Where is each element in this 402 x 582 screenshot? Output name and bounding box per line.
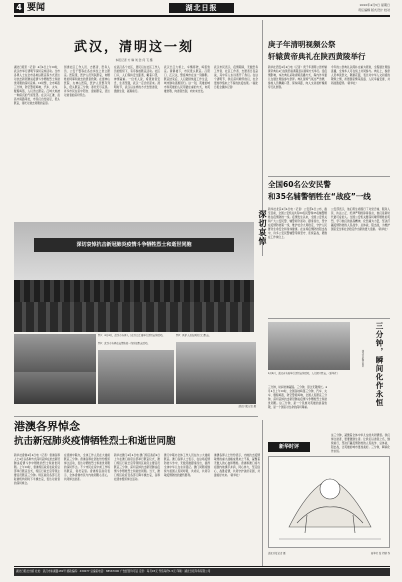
masthead [0,0,402,15]
main-body-col-1: 湖北日报讯（记者）4月4日上午10时，武汉市举行清明节深切哀悼活动。全市各界人士在全市各地以默哀等方式表达对抗击新冠肺炎疫情斗争牺牲烈士和逝世同胞的深切哀悼。10时整，全市鸣笛三分钟，防空警报鸣响，汽车、火车、舰船鸣笛，人们肃立默哀。江城大地被一种深沉的气氛笼罩。在汉口江滩、武昌中南路等处，市民们自发驻足，低头默哀，寄托对逝去同胞的哀思。 [14,66,60,105]
police-col-1: 新华社北京4月4日电（记者）公安部4日公布，截至目前，全国公安机关共有60名民警和35名辅警牺牲在疫情防控一线。疫情发生以来，全国公安机关和广大公安民警、辅警闻令而动、挺身而出，坚守在疫情防控第一线，维护社会大局稳定，守护人民群众生命安全和身体健康。在这场疫情防控阻击战中，许多公安民警辅警带病坚守、连续奋战，累倒在工作岗位上。 [268,208,327,239]
masthead-rule [14,15,390,17]
commentary-col-1: 三分钟，时间仿佛凝固。三分钟，思念无限绵长。4月4日上午10时，全国各地鸣笛三分钟，汽车、火车、舰船鸣笛，防空警报鸣响，全国人民默哀三分钟，深切哀悼抗击新冠肺炎疫情斗争牺牲烈士和逝世同胞。这三分钟，是一个民族对英雄的崇高致敬，是一个国家对生命的深切尊重。 [268,386,327,409]
photo-caption-2: 图2：武汉市各界在疫情防控一线参加默哀活动。 [98,342,150,345]
gongji-headline-2: 轩辕黄帝典礼在陕西黄陵举行 [268,52,366,61]
footer-bar [14,568,390,576]
gongji-police-divider [268,176,390,177]
photo-caption-1: 图1：4月4日，武汉市各界人士在汉口江滩举行深切哀悼活动。 [98,334,165,337]
main-body-col-4: 武汉长江大桥上，车辆停驶，鸣笛致哀。黄鹤楼下，市民低头默哀。汉阳门、江汉关，整座城市在这一刻静默。默哀结束后，人们陆续恢复工作生活，城市脉动逐渐回归。这一刻，英雄的城市和英雄的人民用最庄重的方式，向英雄致敬，向逝者告别，向未来出发。 [164,66,210,93]
cartoon-illustration [269,457,391,549]
paper-logo-box [169,3,234,13]
page-number: 4 [16,3,22,12]
right-small-photo [268,322,350,370]
photo-3 [14,372,96,404]
hk-col-4: 澳门中联办全体工作人员在办公大楼前默哀。澳门各界人士表示，在这场疫情防控斗争中，无数英雄挺身而出，值得全体中华儿女永远铭记。澳门同胞将继续与祖国人民同呼吸、共命运，共同夺取疫情防控的最终胜利。 [164,454,210,477]
commentary-vertical-title: 三分钟，瞬间化作永恒 [375,322,384,407]
photo-5 [176,342,256,404]
editor-line: 责任编辑 版式设计 校对 [358,8,390,12]
police-col-2: 公安部表示，他们用生命践行了对党忠诚、服务人民、执法公正、纪律严明的铮铮誓言，他们是新时代最可爱的人。全国公安机关要深切缅怀牺牲的英烈，学习他们的崇高精神，化悲痛为力量，坚决打赢疫情防控的人民战争、总体战、阻击战，为维护国家安全和社会稳定作出新的更大贡献。（新华社） [331,208,390,231]
xinhua-credit: 新华社 发 程硕 作 [370,552,390,555]
vertical-divider-bottom [262,420,263,566]
footer-text: 湖北日报社出版 社址：武汉市东湖路181号 邮政编码：430077 总编室电话：88567000 广告经营许可证 定价：每月45元 零售每份1.5元 印刷：湖北日报印务有限公司 [16,570,211,573]
hk-col-5: 港澳各界人士纷纷表示，内地抗击疫情取得的重大战略成果来之不易，凝聚着无数人的心血和牺牲。香港和澳门将与祖国内地携手并肩，同心协力，坚定信心，战胜疫情，共同守护美好家园，共建美好未来。（新华社） [214,454,260,477]
paper-name: 湖北日报 [185,3,218,12]
right-small-caption: 4月4日，湖北省各地举行深切哀悼活动，人们肃立默哀。（新华社） [268,372,340,375]
footer-rule [14,566,390,567]
hk-top-divider [14,416,258,417]
xinhua-label-box [268,442,310,452]
commentary-col-2: 这三分钟，凝聚着全体中华儿女的共同情感。我们悼念逝者，更要激励生者。让我们以逝者之名，继续前行，坚决打赢疫情防控的人民战争、总体战、阻击战，让英雄的城市更加美好。三分钟，瞬间化作永恒。 [331,434,390,453]
police-headline-1: 全国60名公安民警 [268,180,331,189]
gongji-headline-1: 庚子年清明视频公祭 [268,40,336,49]
mourners-row-1 [14,280,254,302]
main-body-col-2: 街道社区工作人员、志愿者、医务人员、公安干警等在各自岗位上肃立默哀。医院里，医护人员列队默哀，向牺牲的同事和逝去的患者致敬。在雷神山医院、火神山医院，医护人员整齐列队，低头默哀三分钟，寄托无尽哀思。许多市民在家中阳台、窗前默哀，表达对逝者的深切怀念。 [64,66,110,97]
mourners-row-2 [14,302,254,332]
police-headline-2: 和35名辅警牺牲在“战疫”一线 [268,192,371,201]
gongji-col-1: 新华社西安4月4日电（记者）庚子年清明公祭轩辕黄帝典礼4日在陕西省黄陵县以视频方式举行。受疫情影响，本次典礼采取视频直播方式，海内外华夏儿女通过网络参与祭拜。典礼现场气氛庄严肃穆，参加人员佩戴口罩、保持间距，向人文初祖轩辕黄帝行礼致敬。 [268,66,327,89]
date-line: 2020年4月5日 星期日 [359,3,390,7]
commentary-byline: 湖北日报评论员 [361,350,364,367]
xinhua-cartoon [268,456,390,548]
hk-headline-1: 港澳各界悼念 [14,420,80,433]
page-number-box [14,3,24,13]
main-photo [14,222,254,332]
photo-4 [98,350,174,404]
xinhua-caption: 湖北日报记者 摄 [268,552,286,555]
photo-caption-3: 图3：医护人员在医院门口默哀。 [176,334,211,337]
main-byline: 本报记者 方 琳 刘 浩 何 飞 摄 [115,58,153,62]
hk-col-2: 在香港中联办，全体工作人员在大楼前默哀三分钟。香港各界社团也纷纷组织悼念活动，表达对牺牲烈士和逝世同胞的深切怀念。不少市民在家中或工作场所默哀，寄托哀思。香港特区政府表示，全体香港市民与内地同胞心连心，共同悼念逝者。 [64,454,110,481]
memorial-banner [34,238,234,252]
section-name: 要闻 [27,3,46,13]
main-body-col-5: 武汉市民表示，疫情期间，无数医务工作者、社区工作者、志愿者日夜奋战，其中有人永远离开了我们。在这个清明节，我们深切缅怀他们，也会更加珍惜来之不易的抗疫成果。（湖北日报全媒体记者） [214,66,258,89]
main-headline: 武汉，清明这一刻 [73,40,194,55]
hk-headline-2: 抗击新冠肺炎疫情牺牲烈士和逝世同胞 [14,436,176,447]
vertical-mourning-title: 深切哀悼 [258,210,267,246]
xinhua-label: 新华时评 [278,444,299,450]
photo-2 [14,334,96,372]
photo-credit: 湖北日报记者 摄 [238,405,256,408]
memorial-banner-text: 深切哀悼抗击新冠肺炎疫情斗争牺牲烈士和逝世同胞 [76,242,192,248]
hk-col-1: 新华社香港4月4日电（记者）香港各界人士4日以各种方式深切哀悼在抗击新冠肺炎疫情斗争中牺牲的烈士和逝世同胞。上午10时，香港特区政府在政府总部举行默哀仪式，特区行政长官带领主要官员默哀三分钟。特区政府各部门及驻港机构同时下半旗志哀，表达对逝者的深切悼念。 [14,454,60,485]
gongji-col-2: 今年的公祭典礼以简朴庄重为原则，全程通过网络直播，全球华人可在线上共同参与。典礼上，参祭人员恭读祭文，敬献花篮，表达对中华人文初祖的敬仰之情，祈愿国家繁荣昌盛、人民幸福安康，共同战胜疫情。（新华社） [331,66,390,85]
hk-col-3: 新华社澳门4月4日电 澳门特区政府4日上午在澳门政府总部举行默哀仪式，澳门特区行政长官带领特区政府主要官员默哀三分钟，深切哀悼抗击新冠肺炎疫情斗争牺牲烈士和逝世同胞。当天，澳门特区政府及各部门降半旗志哀，各界社团亦组织悼念活动。 [114,454,160,481]
main-body-col-3: 在武汉各个社区，居民们在社区工作人员的组织下，有序参加默哀活动。社区门口，人们保持安全距离，戴着口罩，神情凝重。一位老人说，希望逝者安息，生者坚强，武汉一定会好起来。清明时节，武汉以这样的方式告慰逝者，激励生者，砥砺前行。 [114,66,160,93]
police-bottom-divider [268,318,390,319]
